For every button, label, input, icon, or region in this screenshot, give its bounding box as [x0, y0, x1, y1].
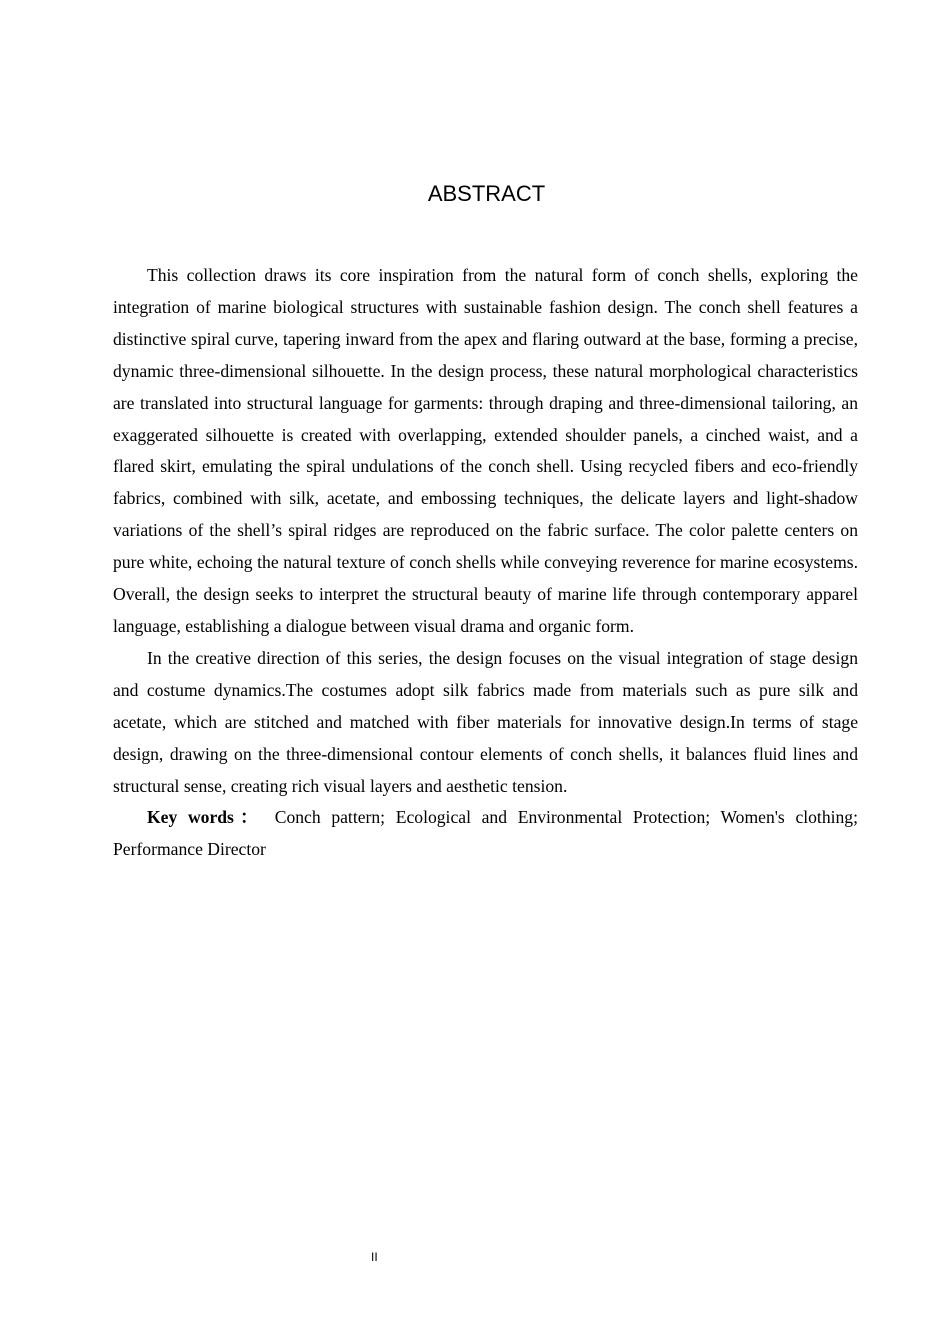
keywords-label: Key words：	[147, 807, 265, 828]
keywords-line	[113, 802, 858, 866]
abstract-paragraph-2: In the creative direction of this series, the design focuses on the visual integration of stage design and costume dynamics.The costumes adopt silk fabrics made from materials such as pure silk and acetate, which are stitched and matched with fiber materials for innovative design.In terms of stage design, drawing on the three-dimensional contour elements of conch shells, it balances fluid lines and structural sense, creating rich visual layers and aesthetic tension.	[113, 647, 858, 796]
abstract-paragraph-1: This collection draws its core inspiration from the natural form of conch shells, exploring the integration of marine biological structures with sustainable fashion design. The conch shell features a distinctive spiral curve, tapering inward from the apex and flaring outward at the base, forming a precise, dynamic three-dimensional silhouette. In the design process, these natural morphological characteristics are translated into structural language for garments: through draping and three-dimensional tailoring, an exaggerated silhouette is created with overlapping, extended shoulder panels, a cinched waist, and a flared skirt, emulating the spiral undulations of the conch shell. Using recycled fibers and eco-friendly fabrics, combined with silk, acetate, and embossing techniques, the delicate layers and light-shadow variations of the shell’s spiral ridges are reproduced on the fabric surface. The color palette centers on pure white, echoing the natural texture of conch shells while conveying reverence for marine ecosystems. Overall, the design seeks to interpret the structural beauty of marine life through contemporary apparel language, establishing a dialogue between visual drama and organic form.	[113, 265, 858, 636]
page-number: II	[371, 1250, 378, 1264]
keywords-text: Conch pattern; Ecological and Environmental Protection; Women's clothing; Performance Director	[113, 807, 858, 860]
page-title: ABSTRACT	[427, 181, 546, 206]
abstract-body	[113, 260, 858, 866]
